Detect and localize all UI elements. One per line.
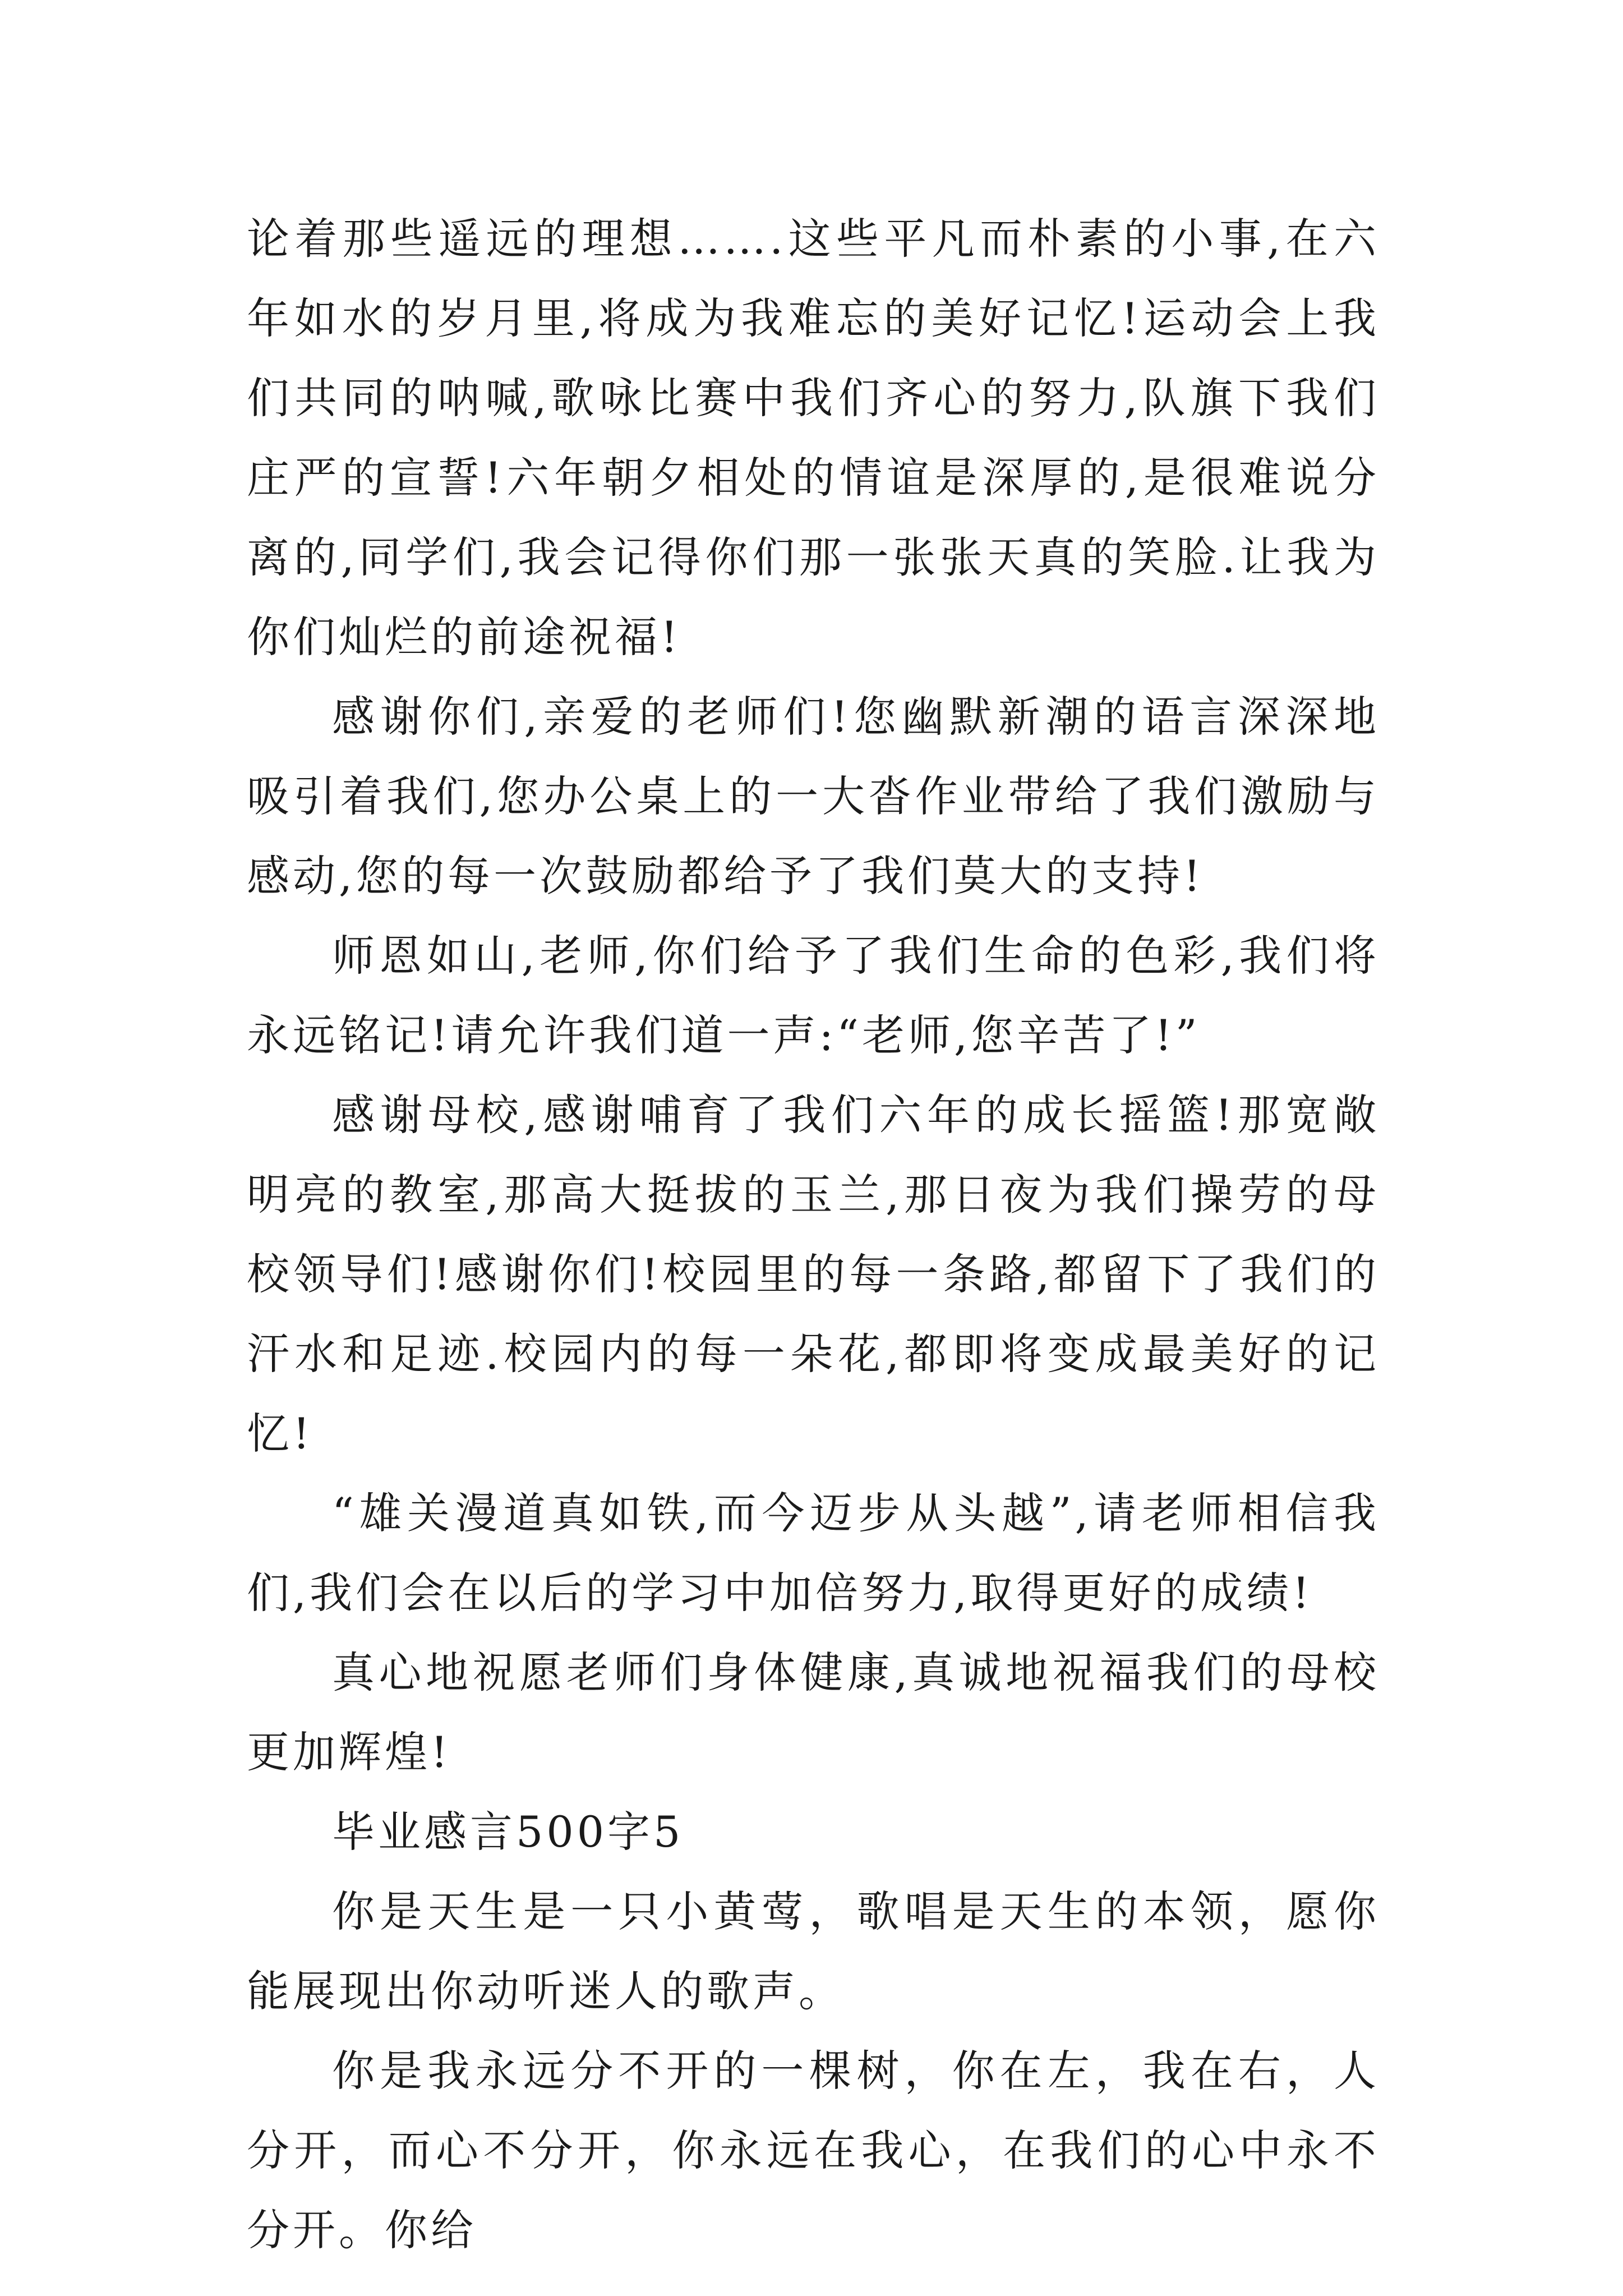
paragraph-tree: 你是我永远分不开的一棵树，你在左，我在右，人分开，而心不分开，你永远在我心，在我们的心中永不分开。你给: [247, 2046, 1380, 2255]
paragraph-blessing: 真心地祝愿老师们身体健康,真诚地祝福我们的母校更加辉煌!: [247, 1648, 1380, 1777]
paragraph-quote-promise: “雄关漫道真如铁,而今迈步从头越”,请老师相信我们,我们会在以后的学习中加倍努力,取得更好的成绩!: [247, 1488, 1380, 1618]
paragraph-thanks-school: 感谢母校,感谢哺育了我们六年的成长摇篮!那宽敞明亮的教室,那高大挺拔的玉兰,那日夜为我们操劳的母校领导们!感谢你们!校园里的每一条路,都留下了我们的汗水和足迹.校园内的每一朵花,都即将变成最美好的记忆!: [247, 1090, 1380, 1458]
paragraph-continuation: 论着那些遥远的理想…….这些平凡而朴素的小事,在六年如水的岁月里,将成为我难忘的美好记忆!运动会上我们共同的呐喊,歌咏比赛中我们齐心的努力,队旗下我们庄严的宣誓!六年朝夕相处的情谊是深厚的,是很难说分离的,同学们,我会记得你们那一张张天真的笑脸.让我为你们灿烂的前途祝福!: [247, 214, 1380, 662]
section-heading: 毕业感言500字5: [332, 1807, 684, 1857]
paragraph-thanks-teachers: 感谢你们,亲爱的老师们!您幽默新潮的语言深深地吸引着我们,您办公桌上的一大沓作业带给了我们激励与感动,您的每一次鼓励都给予了我们莫大的支持!: [247, 692, 1380, 901]
paragraph-teacher-grace: 师恩如山,老师,你们给予了我们生命的色彩,我们将永远铭记!请允许我们道一声:“老师,您辛苦了!”: [247, 931, 1380, 1060]
paragraph-oriole: 你是天生是一只小黄莺，歌唱是天生的本领，愿你能展现出你动听迷人的歌声。: [247, 1887, 1380, 2016]
document-body: [247, 199, 1380, 2270]
